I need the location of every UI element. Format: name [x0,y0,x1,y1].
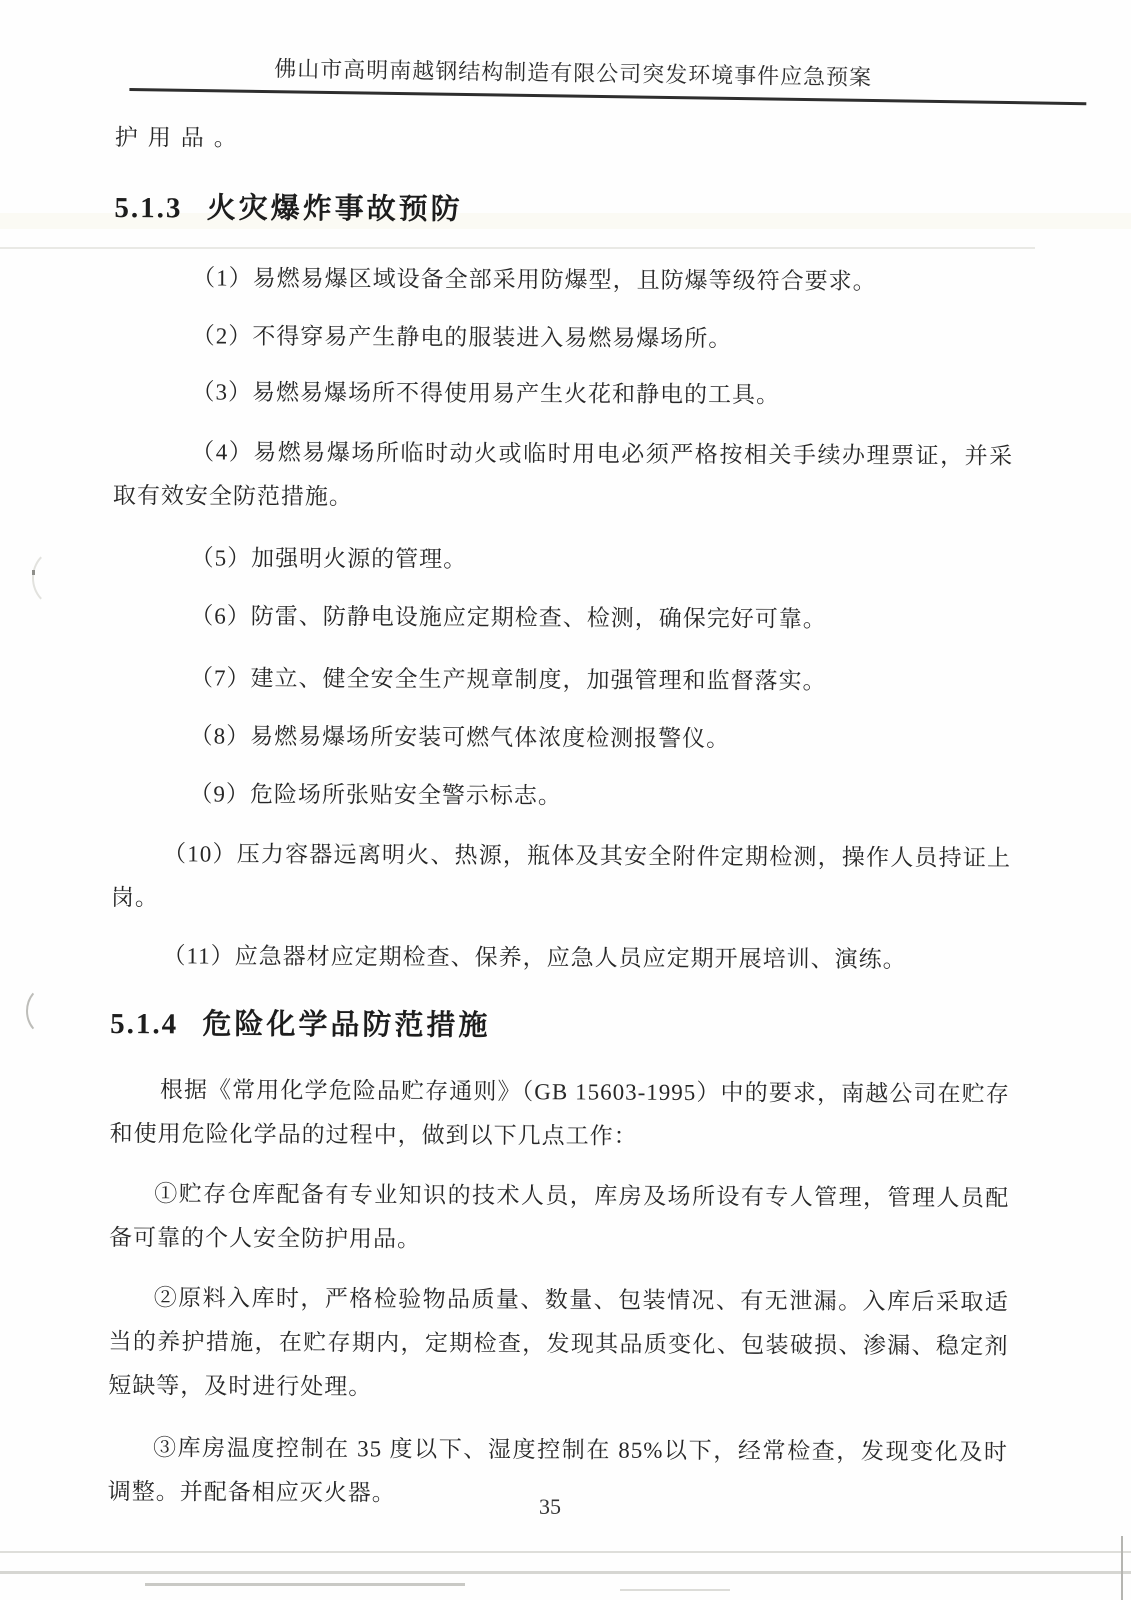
document-body [108,108,1015,1519]
list-item: （4）易燃易爆场所临时动火或临时用电必须严格按相关手续办理票证，并采取有效安全防范措施。 [112,439,1014,510]
scan-edge-line [1121,1536,1123,1600]
scan-streak [620,1589,730,1591]
continuation-text: 护用品。 [114,124,247,151]
scan-streak [0,1571,1131,1574]
paragraph: ②原料入库时，严格检验物品质量、数量、包装情况、有无泄漏。入库后采取适当的养护措施，在贮存期内，定期检查，发现其品质变化、包装破损、渗漏、稳定剂短缺等，及时进行处理。 [108,1285,1009,1400]
page-header [129,50,1087,105]
paragraph: 根据《常用化学危险品贮存通则》（GB 15603-1995）中的要求，南越公司在贮存和使用危险化学品的过程中，做到以下几点工作： [109,1077,1010,1149]
section-number: 5.1.4 [110,1007,179,1041]
section-heading-5-1-3 [114,188,1014,233]
list-item: （1）易燃易爆区域设备全部采用防爆型，且防爆等级符合要求。 [192,265,877,294]
paragraph: ③库房温度控制在 35 度以下、湿度控制在 85%以下，经常检查，发现变化及时调整。并配备相应灭火器。 [107,1435,1009,1506]
scan-streak [145,1583,465,1586]
list-item: （5）加强明火源的管理。 [190,545,468,572]
punch-hole-mark [32,548,88,608]
section-title: 危险化学品防范措施 [202,1008,491,1042]
scan-streak [0,1551,1131,1553]
list-item: （11）应急器材应定期检查、保养，应急人员应定期开展培训、演练。 [162,943,907,973]
list-item: （8）易燃易爆场所安装可燃气体浓度检测报警仪。 [189,723,731,752]
list-item: （7）建立、健全安全生产规章制度，加强管理和监督落实。 [189,665,827,694]
section-heading-5-1-4 [110,1004,1010,1049]
list-item: （3）易燃易爆场所不得使用易产生火花和静电的工具。 [191,379,781,408]
section-title: 火灾爆炸事故预防 [206,192,463,226]
punch-hole-mark [26,986,68,1036]
header-title: 佛山市高明南越钢结构制造有限公司突发环境事件应急预案 [274,56,873,91]
list-item: （2）不得穿易产生静电的服装进入易燃易爆场所。 [191,323,733,352]
list-item: （9）危险场所张贴安全警示标志。 [189,781,562,809]
page-number: 35 [539,1494,561,1519]
paragraph: ①贮存仓库配备有专业知识的技术人员，库房及场所设有专人管理，管理人员配备可靠的个人安全防护用品。 [109,1181,1010,1252]
list-item: （6）防雷、防静电设施应定期检查、检测，确保完好可靠。 [190,603,827,632]
section-number: 5.1.3 [114,191,183,225]
list-item: （10）压力容器远离明火、热源，瓶体及其安全附件定期检测，操作人员持证上岗。 [110,841,1012,911]
